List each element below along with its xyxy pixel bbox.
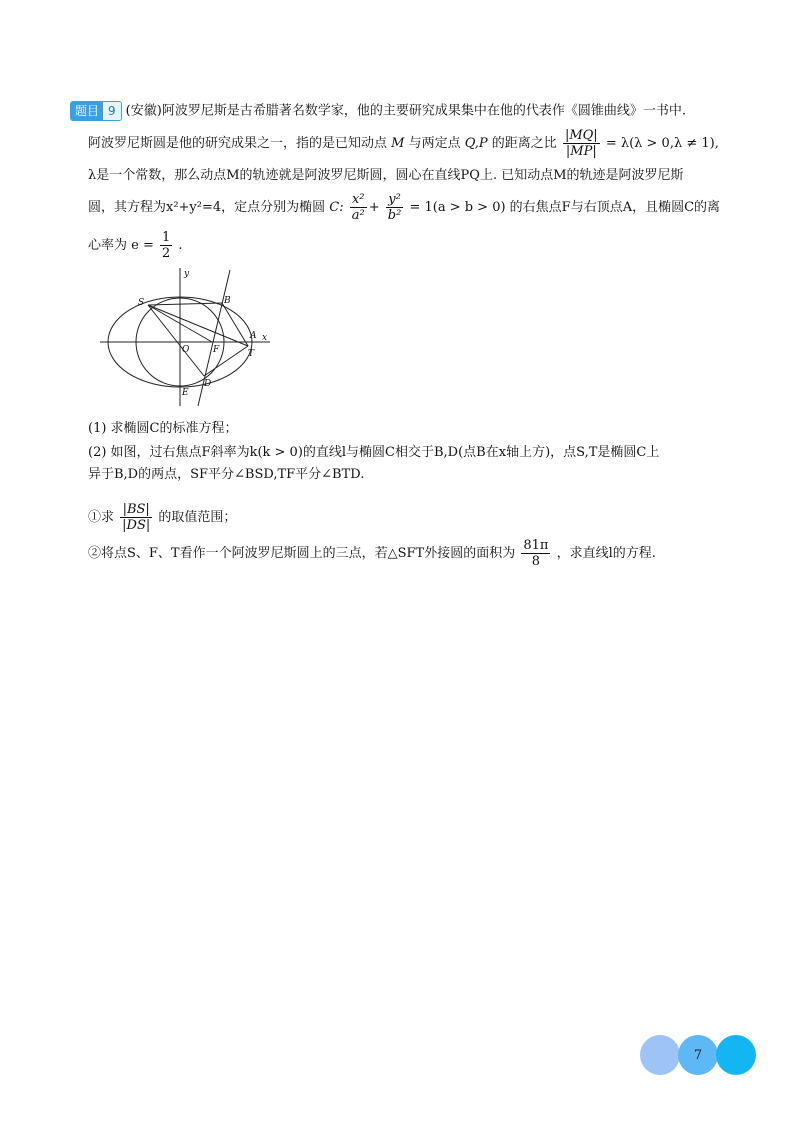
a-squared: a² (351, 208, 365, 223)
problem-source: (安徽) (125, 103, 162, 119)
problem-text-5a: 心率为 e = (88, 238, 154, 253)
question-2-1-text-a: ①求 (88, 510, 115, 525)
problem-tag: 题目 (71, 102, 103, 120)
segment-sd (148, 305, 204, 376)
eccentricity-fraction (160, 230, 172, 261)
page-indicator (640, 1035, 760, 1075)
label-d: D (204, 379, 212, 389)
area-fraction (521, 538, 550, 569)
ratio-denominator: |MP| (565, 144, 597, 159)
question-2-line-2 (88, 466, 364, 484)
label-a: A (250, 331, 257, 341)
area-numerator: 81π (523, 538, 549, 553)
ellipse-label: C: (329, 200, 344, 215)
ratio-numerator: |MQ| (564, 128, 598, 143)
e-denominator: 2 (162, 246, 171, 261)
label-o: O (182, 345, 190, 355)
segment-tb (222, 303, 248, 346)
bs-numerator: |BS| (120, 502, 152, 518)
problem-line-2 (88, 128, 719, 159)
question-1-text: (1) 求椭圆C的标准方程； (88, 421, 238, 436)
points-qp: Q,P (464, 136, 488, 151)
ds-denominator: |DS| (122, 518, 151, 533)
question-2-1 (88, 502, 236, 533)
page-dot-right (716, 1035, 756, 1075)
question-2-1-text-b: 的取值范围； (158, 510, 237, 525)
e-numerator: 1 (162, 230, 171, 245)
problem-text-5b: . (178, 238, 183, 253)
problem-text-4b: = 1(a > b > 0) 的右焦点F与右顶点A，且椭圆C的离 (409, 200, 721, 215)
y-fraction (386, 192, 404, 223)
question-1 (88, 420, 238, 438)
area-denominator: 8 (531, 554, 541, 569)
ratio-fraction (563, 128, 600, 159)
problem-line-4: 圆，其方程为x²+y²=4，定点分别为椭圆 C: $\frac{\text{x²}}{\text{a²}}$ + $\frac{\text{y²}}{\text{b²}}$ = 1(a > b > 0) 的右焦点F与右顶点A，且椭圆C的离 (88, 192, 721, 223)
line-l (198, 270, 230, 406)
label-s: S (138, 298, 145, 308)
question-2-line-1 (88, 444, 659, 462)
page-dot-left (640, 1035, 680, 1075)
label-x: x (262, 333, 268, 343)
label-b: B (224, 296, 231, 306)
label-e: E (182, 388, 189, 398)
bs-ds-fraction (120, 502, 152, 533)
page-number: 7 (678, 1035, 718, 1075)
problem-text-2b: 与两定点 (408, 136, 461, 151)
ellipse-figure (98, 264, 288, 409)
problem-badge (70, 101, 122, 121)
b-squared: b² (387, 208, 402, 223)
problem-line-3 (88, 167, 684, 185)
point-m: M (391, 136, 405, 151)
x-fraction (350, 192, 367, 223)
x-squared: x² (350, 192, 367, 208)
label-y: y (184, 269, 190, 279)
problem-text-2a: 阿波罗尼斯圆是他的研究成果之一，指的是已知动点 (88, 136, 388, 151)
problem-text-4a: 圆，其方程为x²+y²=4，定点分别为椭圆 (88, 200, 326, 215)
problem-text-1: 阿波罗尼斯是古希腊著名数学家，他的主要研究成果集中在他的代表作《圆锥曲线》一书中. (161, 103, 686, 119)
label-t: T (248, 349, 255, 359)
problem-text-2d: = λ(λ > 0,λ ≠ 1), (605, 136, 719, 151)
question-2-2-text-a: ②将点S、F、T看作一个阿波罗尼斯圆上的三点，若△SFT外接圆的面积为 (88, 546, 516, 561)
problem-text-3: λ是一个常数，那么动点M的轨迹就是阿波罗尼斯圆，圆心在直线PQ上. 已知动点M的轨迹是阿波罗尼斯 (88, 168, 684, 183)
question-2-2 (88, 538, 656, 569)
question-2-text-1: (2) 如图，过右焦点F斜率为k(k > 0)的直线l与椭圆C相交于B,D(点B在x轴上方)，点S,T是椭圆C上 (88, 445, 660, 460)
question-2-2-text-b: ，求直线l的方程. (556, 546, 656, 561)
y-squared: y² (386, 192, 404, 208)
problem-line-5 (88, 230, 183, 261)
question-2-text-2: 异于B,D的两点，SF平分∠BSD,TF平分∠BTD. (88, 467, 365, 482)
problem-line-1 (70, 101, 686, 121)
label-f: F (213, 345, 220, 355)
problem-number: 9 (103, 102, 121, 120)
problem-text-2c: 的距离之比 (491, 136, 557, 151)
